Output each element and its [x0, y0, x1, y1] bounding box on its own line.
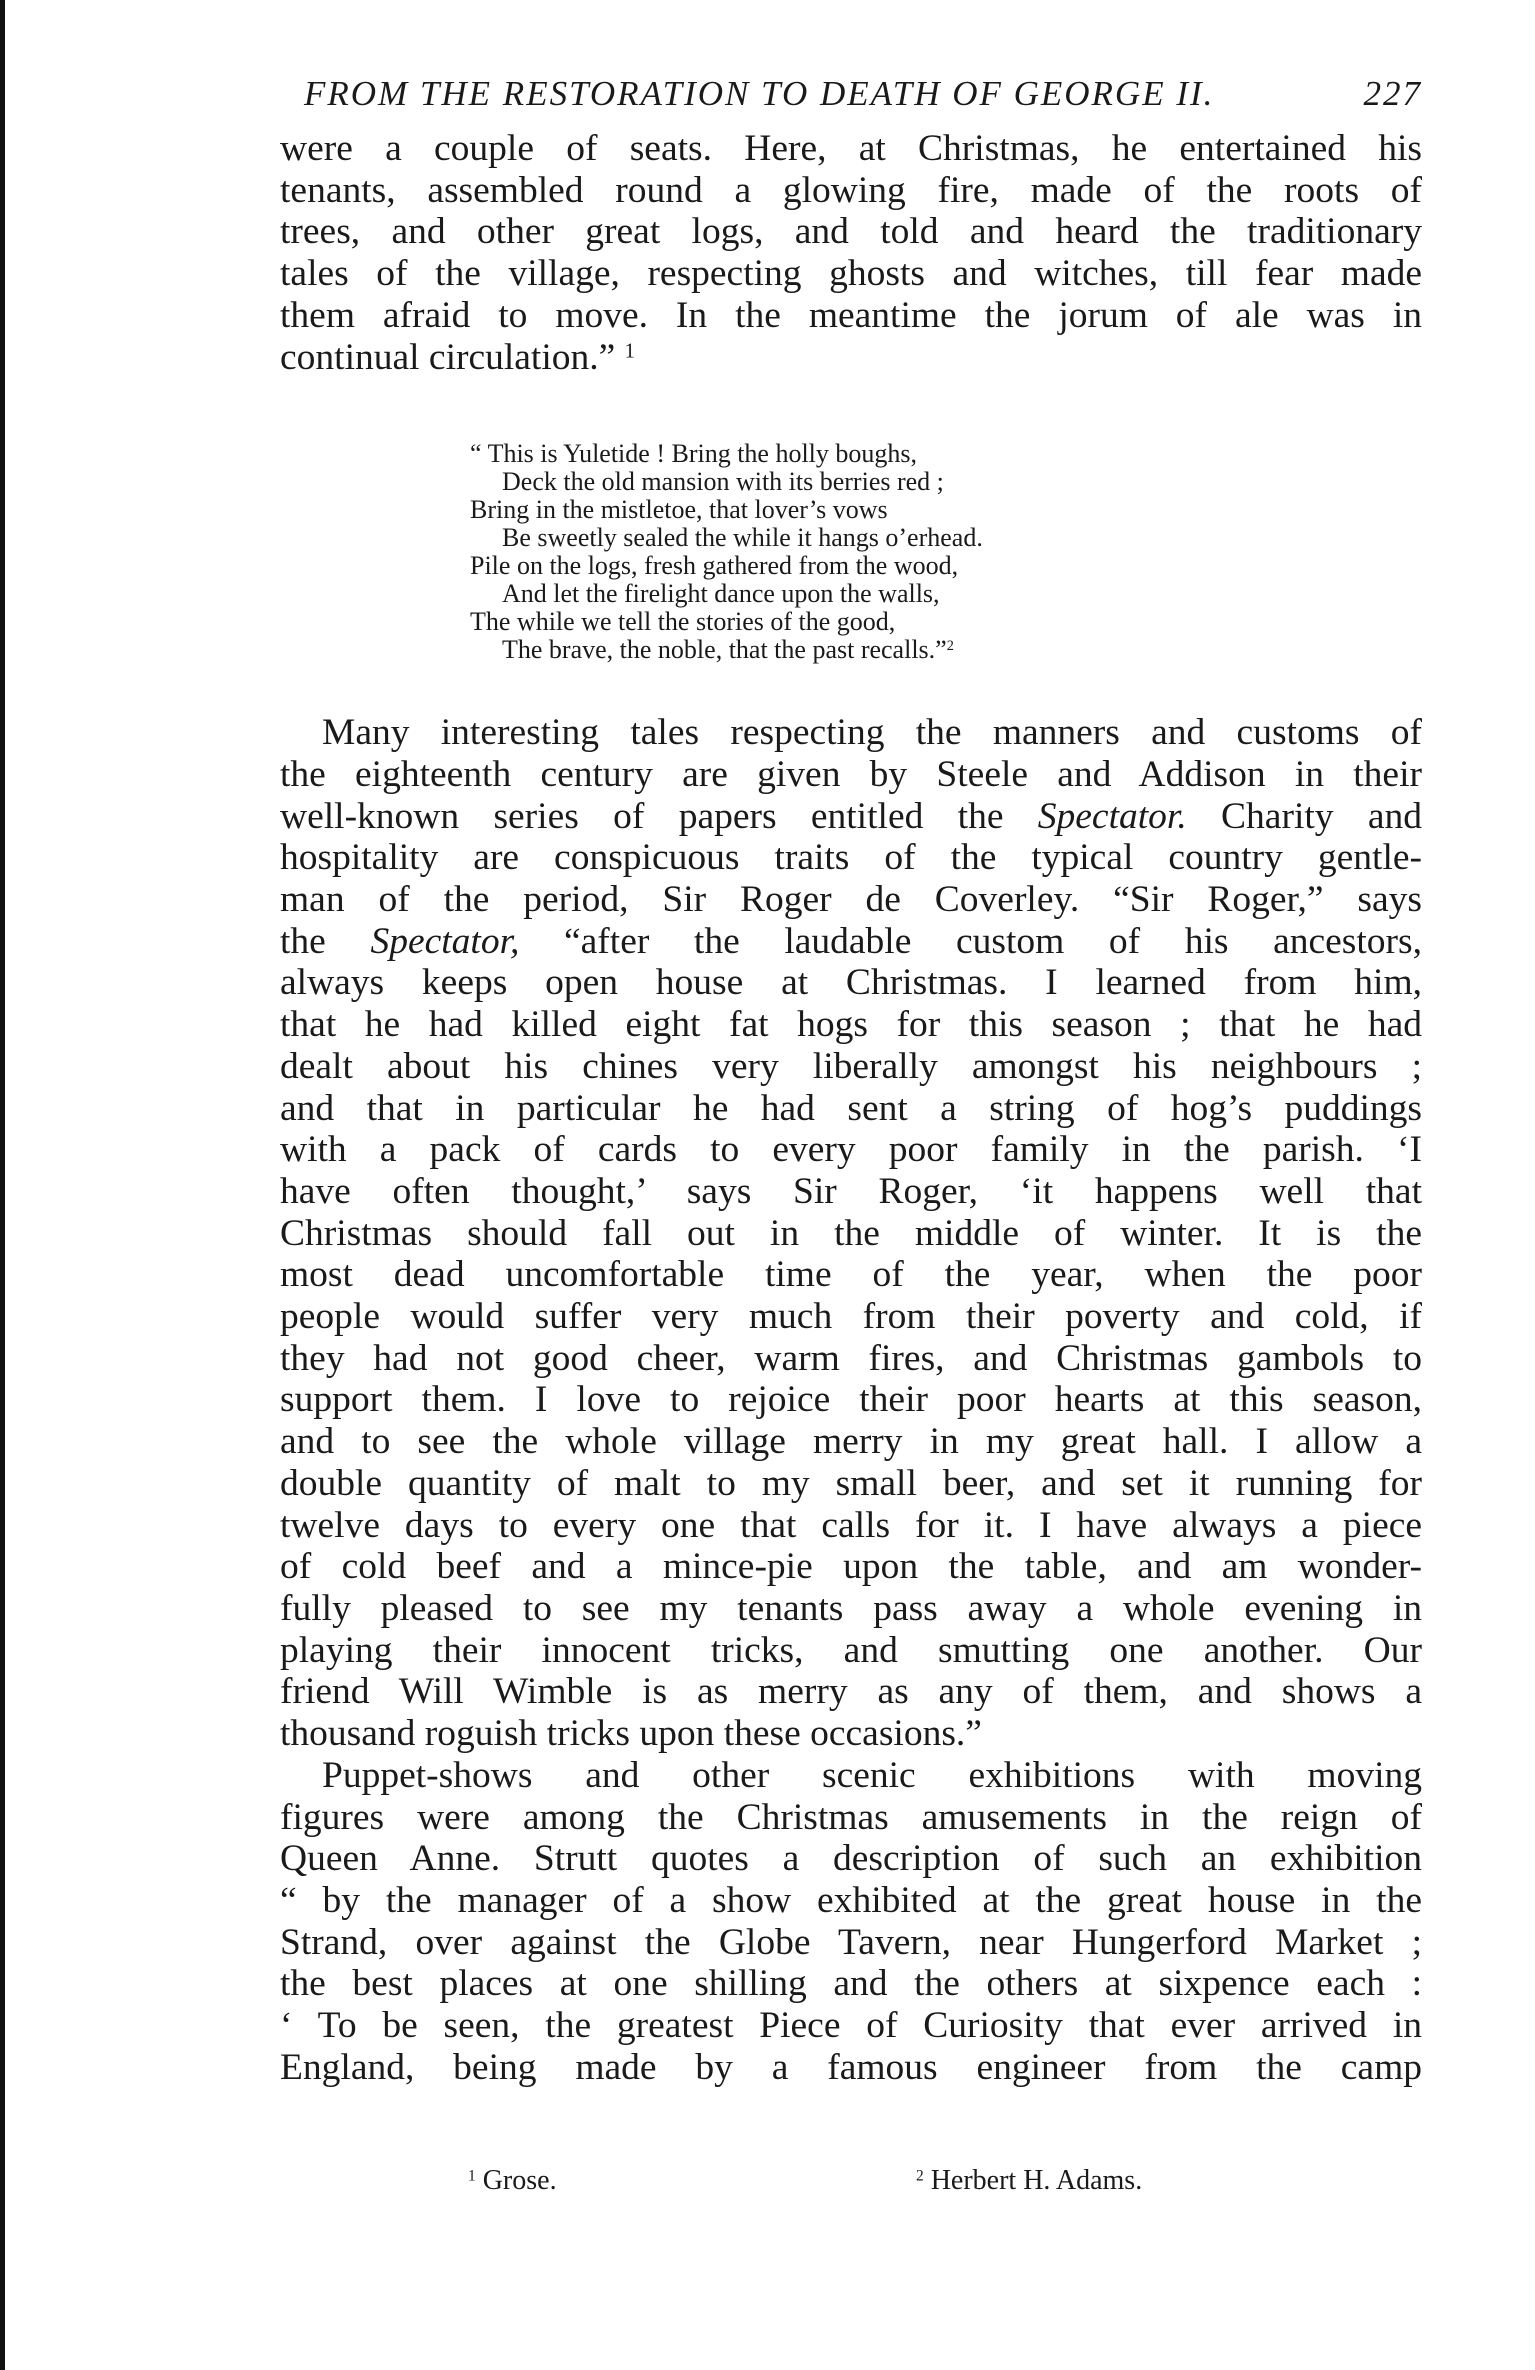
text-line: and to see the whole village merry in my great hall. I allow a: [280, 1421, 1422, 1463]
text-line: tenants, assembled round a glowing fire, made of the roots of: [280, 169, 1422, 211]
scan-edge-line: [0, 0, 5, 2370]
text-line: that he had killed eight fat hogs for this season ; that he had: [280, 1004, 1422, 1046]
text-line: Strand, over against the Globe Tavern, near Hungerford Market ;: [280, 1921, 1422, 1963]
footnote-2: $^2$ Herbert H. Adams.: [916, 2165, 1143, 2196]
text-line: them afraid to move. In the meantime the jorum of ale was in: [280, 294, 1422, 336]
poem-line: Bring in the mistletoe, that lover’s vows: [470, 495, 888, 525]
text-line: support them. I love to rejoice their poor hearts at this season,: [280, 1379, 1422, 1421]
book-page: [280, 70, 1422, 2088]
text-line: continual circulation.” $^1$: [280, 336, 635, 378]
text-line: England, being made by a famous engineer from the camp: [280, 2046, 1422, 2088]
text-line: double quantity of malt to my small beer, and set it running for: [280, 1462, 1422, 1504]
text-line: Puppet-shows and other scenic exhibitions with moving: [322, 1754, 1422, 1796]
poem-line: The brave, the noble, that the past recalls.”$^2$: [502, 635, 954, 665]
poem-line: And let the firelight dance upon the walls,: [502, 579, 940, 609]
text-line: hospitality are conspicuous traits of the typical country gentle-: [280, 837, 1422, 879]
text-line: of cold beef and a mince-pie upon the table, and am wonder-: [280, 1546, 1422, 1588]
running-head: FROM THE RESTORATION TO DEATH OF GEORGE II.: [304, 74, 1215, 113]
footnote-1: $^1$ Grose.: [468, 2165, 557, 2196]
footnote-ref-1: 1: [624, 340, 635, 363]
text-line: thousand roguish tricks upon these occasions.”: [280, 1713, 982, 1755]
text-line: Many interesting tales respecting the manners and customs of: [322, 712, 1422, 754]
poem-line: “ This is Yuletide ! Bring the holly boughs,: [470, 439, 918, 469]
text-line: Christmas should fall out in the middle of winter. It is the: [280, 1212, 1422, 1254]
poem-line: The while we tell the stories of the good,: [470, 607, 896, 637]
footnote-ref-2: 2: [946, 638, 954, 655]
text-line: friend Will Wimble is as merry as any of them, and shows a: [280, 1671, 1422, 1713]
text-line: have often thought,’ says Sir Roger, ‘it happens well that: [280, 1170, 1422, 1212]
text-line: Queen Anne. Strutt quotes a description of such an exhibition: [280, 1838, 1422, 1880]
text-line: the best places at one shilling and the others at sixpence each :: [280, 1963, 1422, 2005]
text-line: always keeps open house at Christmas. I learned from him,: [280, 962, 1422, 1004]
paragraph-1: [280, 128, 1422, 378]
paragraph-2: [280, 712, 1422, 1755]
text-line: most dead uncomfortable time of the year, when the poor: [280, 1254, 1422, 1296]
poem-line: Be sweetly sealed the while it hangs o’erhead.: [502, 523, 983, 553]
text-line: tales of the village, respecting ghosts and witches, till fear made: [280, 253, 1422, 295]
text-line: were a couple of seats. Here, at Christmas, he entertained his: [280, 128, 1422, 169]
text-line: well-known series of papers entitled the Spectator. Charity and: [280, 795, 1422, 837]
text-line: playing their innocent tricks, and smutting one another. Our: [280, 1629, 1422, 1671]
text-line: and that in particular he had sent a string of hog’s puddings: [280, 1087, 1422, 1129]
text-line: figures were among the Christmas amusements in the reign of: [280, 1796, 1422, 1838]
page-number: 227: [1363, 74, 1422, 113]
text-line: they had not good cheer, warm fires, and Christmas gambols to: [280, 1337, 1422, 1379]
text-line: fully pleased to see my tenants pass away a whole evening in: [280, 1587, 1422, 1629]
poem-line: Deck the old mansion with its berries red ;: [502, 467, 944, 497]
spectator-title: Spectator.: [1037, 795, 1187, 837]
paragraph-3: [280, 1755, 1422, 2089]
text-line: with a pack of cards to every poor family in the parish. ‘I: [280, 1129, 1422, 1171]
text-line: the Spectator, “after the laudable custom of his ancestors,: [280, 920, 1423, 962]
spectator-title: Spectator,: [370, 920, 520, 962]
text-line: “ by the manager of a show exhibited at the great house in the: [280, 1879, 1422, 1921]
text-line: ‘ To be seen, the greatest Piece of Curiosity that ever arrived in: [280, 2005, 1422, 2047]
text-line: twelve days to every one that calls for it. I have always a piece: [280, 1504, 1422, 1546]
text-line: trees, and other great logs, and told and heard the traditionary: [280, 211, 1422, 253]
page-header: [280, 70, 1422, 128]
text-line: the eighteenth century are given by Steele and Addison in their: [280, 753, 1422, 795]
text-line: man of the period, Sir Roger de Coverley. “Sir Roger,” says: [280, 879, 1422, 921]
text-line: people would suffer very much from their poverty and cold, if: [280, 1296, 1422, 1338]
poem-line: Pile on the logs, fresh gathered from the wood,: [470, 551, 959, 581]
text-line: dealt about his chines very liberally amongst his neighbours ;: [280, 1045, 1422, 1087]
poem-quotation: [470, 440, 1422, 664]
